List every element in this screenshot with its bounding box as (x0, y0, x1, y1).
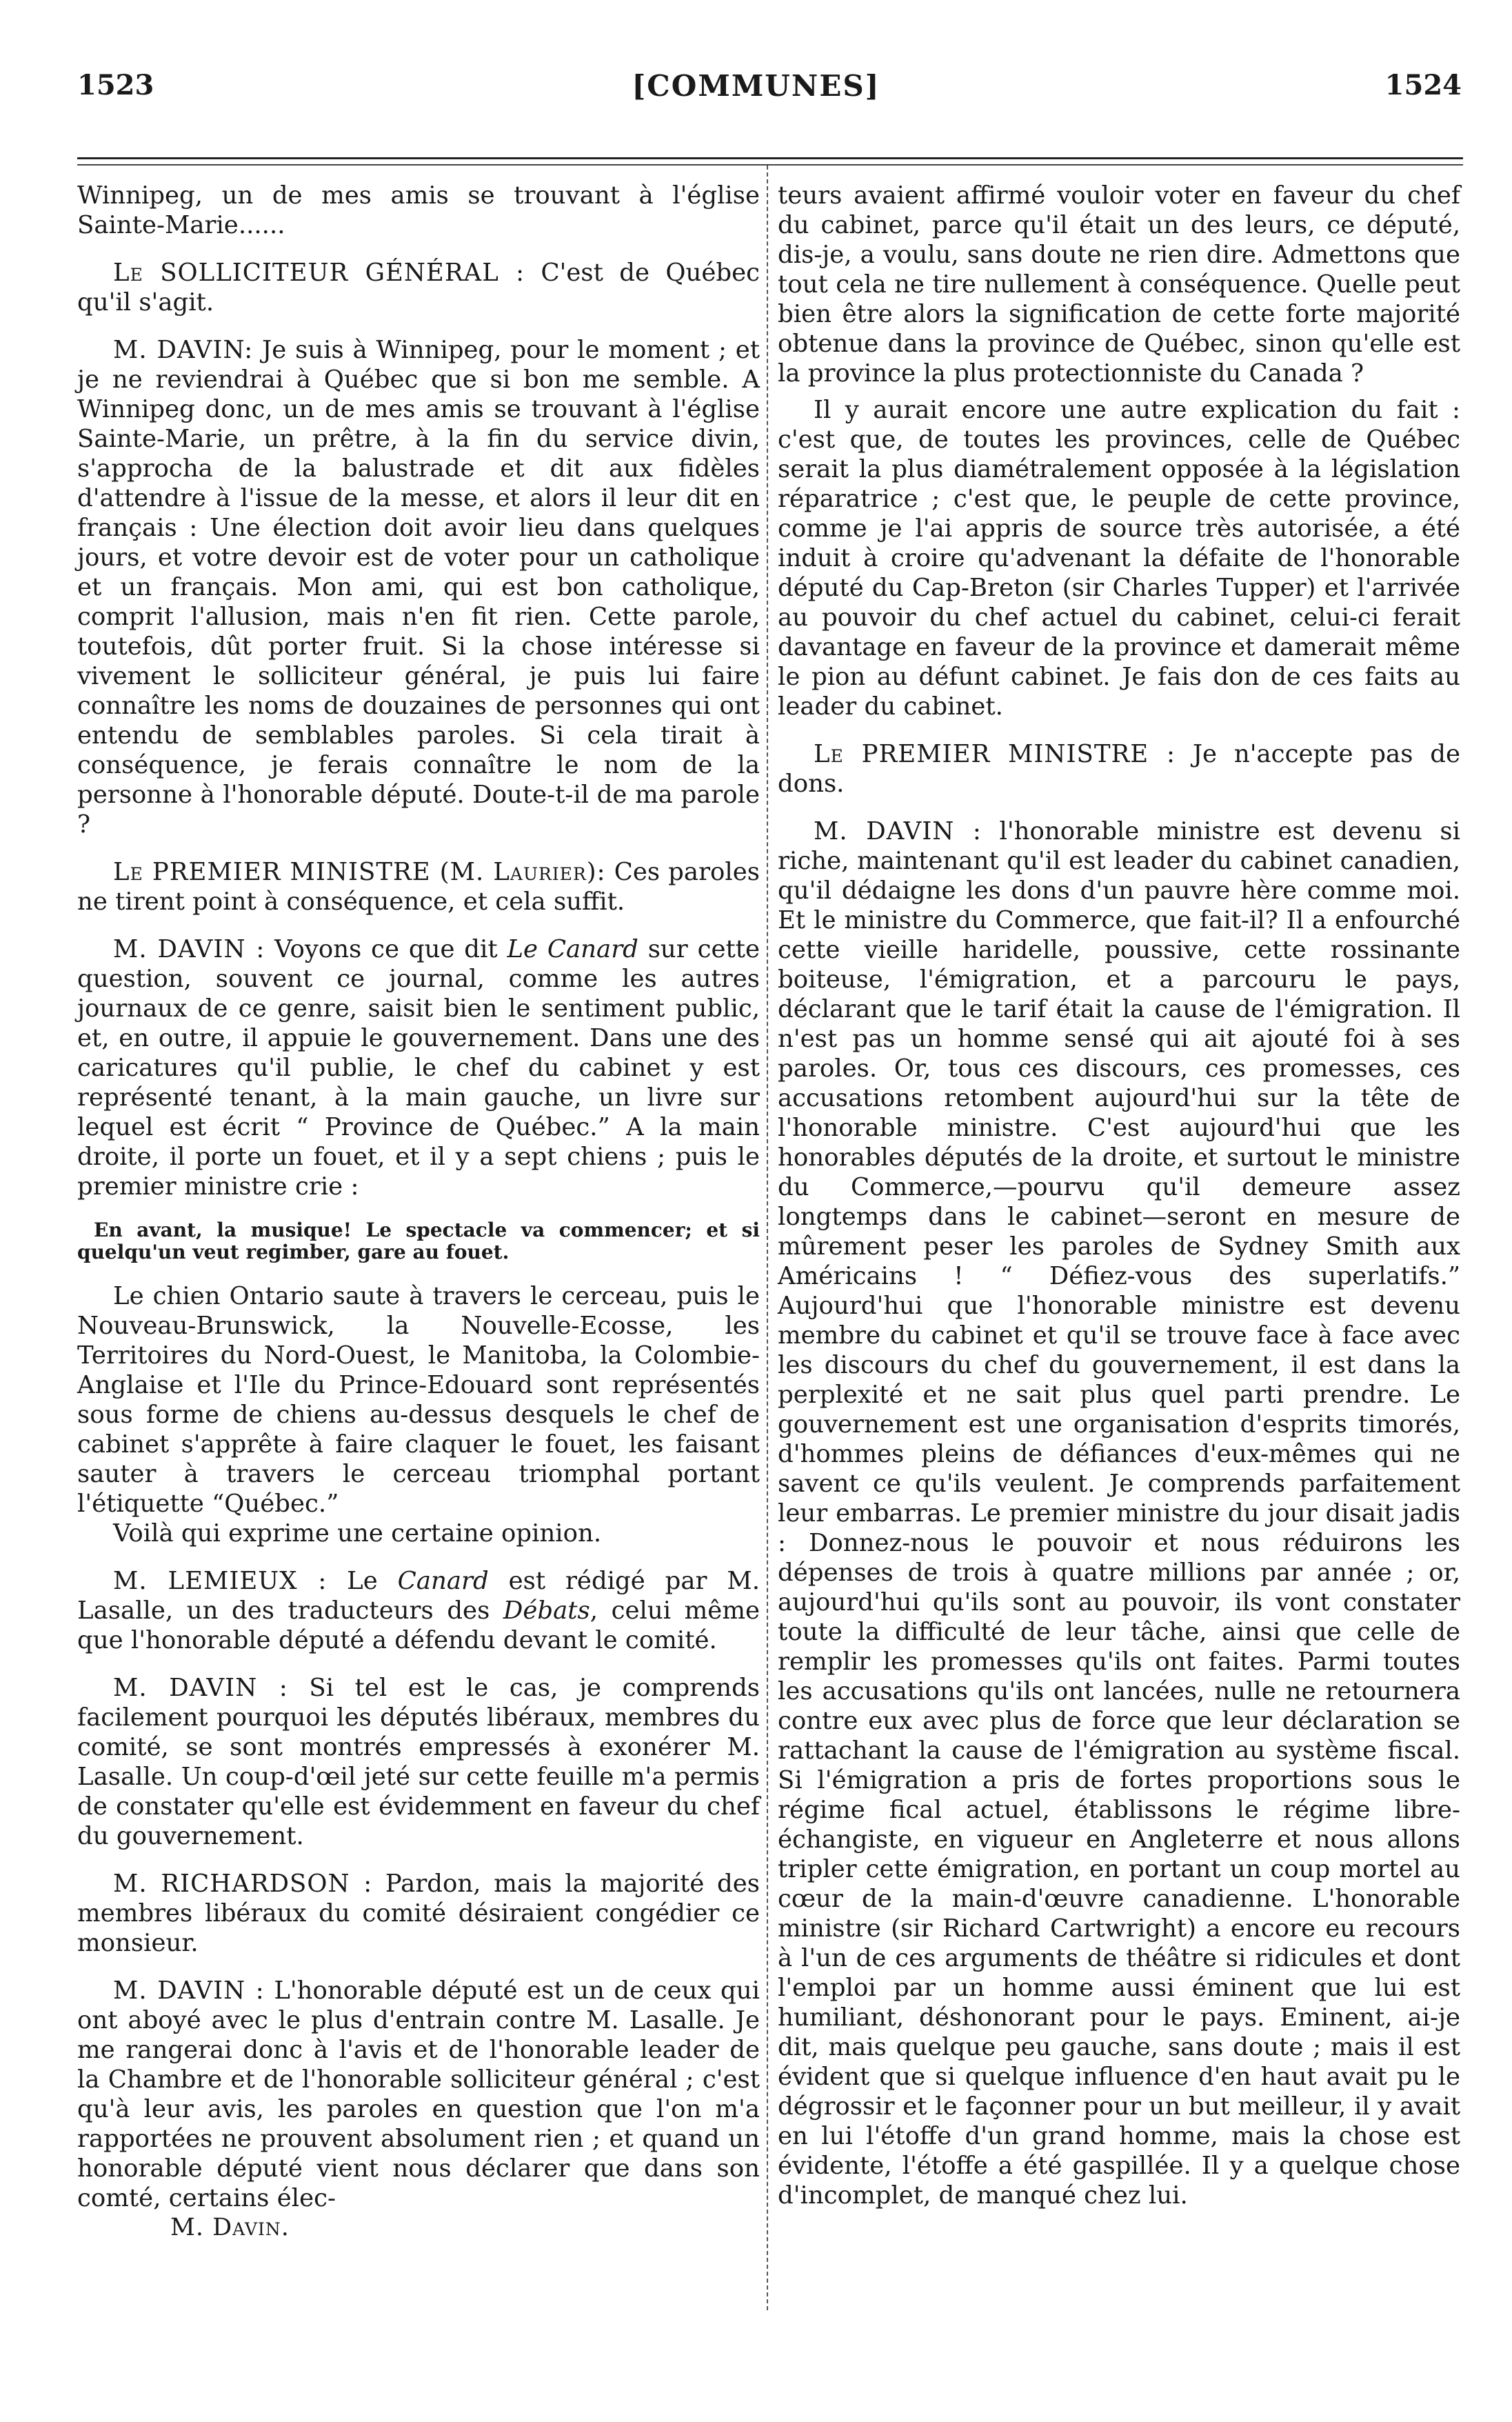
paragraph (77, 934, 760, 1201)
newspaper-title: Canard (397, 1567, 489, 1595)
publication-title: Débats (503, 1597, 590, 1625)
page-number-left: 1523 (77, 69, 154, 101)
header-rule (77, 157, 1463, 159)
paragraph (77, 1673, 760, 1851)
paragraph (77, 857, 760, 917)
left-column (77, 181, 760, 2243)
paragraph (778, 817, 1460, 2210)
speaker: M. RICHARDSON : (113, 1870, 373, 1898)
speech-text: Ces paroles ne tirent point à conséquence, et cela suffit. (77, 858, 760, 916)
header-rule-thin (77, 164, 1463, 166)
speaker: Le PREMIER MINISTRE : (814, 740, 1176, 768)
speech-text: , celui même que l'honorable député a défendu devant le comité. (77, 1597, 760, 1654)
speech-text: Pardon, mais la majorité des membres libéraux du comité désiraient congédier ce monsieur. (77, 1870, 760, 1957)
speech-text: Voyons ce que dit (265, 935, 507, 963)
paragraph (778, 739, 1460, 799)
paragraph (77, 258, 760, 317)
running-title: [COMMUNES] (632, 69, 880, 103)
speech-text: sur cette question, souvent ce journal, comme les autres journaux de ce genre, saisit bien le sentiment public, et, en outre, il appuie le gouvernement. Dans une des caricatures qu'il publie, le chef du cabinet y est représenté tenant, à la main gauche, un livre sur lequel est écrit “ Province de Québec.” A la main droite, il porte un fouet, et il y a sept chiens ; puis le premier ministre crie : (77, 935, 760, 1201)
speech-text: Je n'accepte pas de dons. (778, 740, 1460, 798)
paragraph: Voilà qui exprime une certaine opinion. (113, 1519, 602, 1548)
paragraph (77, 1869, 760, 1958)
speaker: Le SOLLICITEUR GÉNÉRAL : (113, 259, 525, 287)
right-column (778, 181, 1460, 2228)
speech-text: Je suis à Winnipeg, pour le moment ; et je ne reviendrai à Québec que si bon me semble. A Winnipeg donc, un de mes amis se trouvant à l'église Sainte-Marie, un prêtre, à la fin du service divin, s'approcha de la balustrade et dit aux fidèles d'attendre à l'issue de la messe, et alors il leur dit en français : Une élection doit avoir lieu dans quelques jours, et votre devoir est de voter pour un catholique et un français. Mon ami, qui est bon catholique, comprit l'allusion, mais n'en fit rien. Cette parole, toutefois, dût porter fruit. Si la chose intéresse si vivement le solliciteur général, je puis lui faire connaître les noms de douzaines de personnes qui ont entendu de semblables paroles. Si cela tirait à conséquence, je ferais connaître le nom de la personne à l'honorable député. Doute-t-il de ma parole ? (77, 336, 760, 839)
speaker: Le PREMIER MINISTRE (M. Laurier): (113, 858, 606, 886)
speech-text: Si tel est le cas, je comprends facilement pourquoi les députés libéraux, membres du comité, se sont montrés empressés à exonérer M. Lasalle. Un coup-d'œil jeté sur cette feuille m'a permis de constater qu'elle est évidemment en faveur du chef du gouvernement. (77, 1674, 760, 1850)
speaker: M. DAVIN : (113, 1674, 288, 1702)
newspaper-title: Le Canard (507, 935, 638, 963)
page-number-right: 1524 (1384, 69, 1462, 101)
paragraph (77, 1976, 760, 2213)
speech-text: l'honorable ministre est devenu si riche, maintenant qu'il est leader du cabinet canadien, qu'il dédaigne les dons d'un pauvre hère comme moi. Et le ministre du Commerce, que fait-il? Il a enfourché cette vieille haridelle, poussive, cette rossinante boiteuse, l'émigration, et a parcouru le pays, déclarant que le tarif était la cause de l'émigration. Il n'est pas un homme sensé qui ait ajouté foi à ses paroles. Or, tous ces discours, ces promesses, ces accusations retombent aujourd'hui sur la tête de l'honorable ministre. C'est aujourd'hui que les honorables députés de la droite, et surtout le ministre du Commerce,—pourvu qu'il demeure assez longtemps dans le cabinet—seront en mesure de mûrement peser les paroles de Sydney Smith aux Américains ! “ Défiez-vous des superlatifs.” Aujourd'hui que l'honorable ministre est devenu membre du cabinet et qu'il se trouve face à face avec les discours du chef du gouvernement, il est dans la perplexité et ne sait plus quel parti prendre. Le gouvernement est une organisation d'esprits timorés, d'hommes pleins de défiances d'eux-mêmes qui ne savent ce qu'ils veulent. Je comprends parfaitement leur embarras. Le premier ministre du jour disait jadis : Donnez-nous le pouvoir et nous réduirons les dépenses de trois à quatre millions par année ; or, aujourd'hui qu'ils sont au pouvoir, ils vont constater toute la difficulté de leur tâche, ainsi que celle de remplir les promesses qu'ils ont faites. Parmi toutes les accusations qu'ils ont lancées, nulle ne retournera contre eux avec plus de force que leur déclaration se rattachant la cause de l'émigration au système fiscal. Si l'émigration a pris de fortes proportions sous le régime fical actuel, établissons le régime libre-échangiste, en vigueur en Angleterre et nous allons tripler cette émigration, en portant un coup mortel au cœur de la main-d'œuvre canadienne. L'honorable ministre (sir Richard Cartwright) a encore eu recours à l'un de ces arguments de théâtre si ridicules et dont l'emploi par un homme aussi éminent que lui est humiliant, déshonorant pour le pays. Eminent, ai-je dit, mais quelque peu gauche, sans doute ; mais il est évident que si quelque influence d'en haut avait pu le dégrossir et le façonner pour un but meilleur, il y avait en lui l'étoffe d'un grand homme, mais la chose est évidente, l'étoffe a été gaspillée. Il y a quelque chose d'incomplet, de manqué chez lui. (778, 817, 1461, 2210)
paragraph: Le chien Ontario saute à travers le cerceau, puis le Nouveau-Brunswick, la Nouvelle-Ecosse, les Territoires du Nord-Ouest, le Manitoba, la Colombie-Anglaise et l'Ile du Prince-Edouard sont représentés sous forme de chiens au-dessus desquels le chef de cabinet s'apprête à faire claquer le fouet, les faisant sauter à travers le cerceau triomphal portant l'étiquette “Québec.” (77, 1282, 760, 1518)
speech-text: L'honorable député est un de ceux qui ont aboyé avec le plus d'entrain contre M. Lasalle. Je me rangerai donc à l'avis et de l'honorable leader de la Chambre et de l'honorable solliciteur général ; c'est qu'à leur avis, les paroles en question que l'on m'a rapportées ne prouvent absolument rien ; et quand un honorable député vient nous déclarer que dans son comté, certains élec- (77, 1976, 760, 2212)
speech-text: est rédigé par M. Lasalle, un des traducteurs des (77, 1567, 760, 1625)
speaker: M. DAVIN : (814, 817, 982, 845)
speech-text: C'est de Québec qu'il s'agit. (77, 259, 760, 317)
paragraph: teurs avaient affirmé vouloir voter en faveur du chef du cabinet, parce qu'il était un des leurs, ce député, dis-je, a voulu, sans doute ne rien dire. Admettons que tout cela ne tire nullement à conséquence. Quelle peut bien être alors la signification de cette forte majorité obtenue dans la province de Québec, sinon qu'elle est la province la plus protectionniste du Canada ? (778, 181, 1460, 388)
running-footer-signature: M. Davin. (170, 2214, 290, 2241)
speech-text: Le (327, 1567, 398, 1595)
paragraph (77, 335, 760, 839)
page-header (0, 69, 1512, 110)
paragraph: Winnipeg, un de mes amis se trouvant à l'église Sainte-Marie...... (77, 181, 760, 239)
column-divider (767, 166, 768, 2310)
paragraph (77, 1566, 760, 1655)
block-quote: En avant, la musique! Le spectacle va commencer; et si quelqu'un veut regimber, gare au fouet. (77, 1219, 760, 1263)
speaker: M. DAVIN : (113, 1976, 265, 2005)
paragraph: Il y aurait encore une autre explication du fait : c'est que, de toutes les provinces, celle de Québec serait la plus diamétralement opposée à la législation réparatrice ; c'est que, le peuple de cette province, comme je l'ai appris de source très autorisée, a été induit à croire qu'advenant la défaite de l'honorable député du Cap-Breton (sir Charles Tupper) et l'arrivée au pouvoir du chef actuel du cabinet, celui-ci ferait davantage en faveur de la province et damerait même le pion au défunt cabinet. Je fais don de ces faits au leader du cabinet. (778, 396, 1460, 721)
speaker: M. DAVIN: (113, 336, 254, 364)
speaker: M. LEMIEUX : (113, 1567, 327, 1595)
speaker: M. DAVIN : (113, 935, 265, 963)
